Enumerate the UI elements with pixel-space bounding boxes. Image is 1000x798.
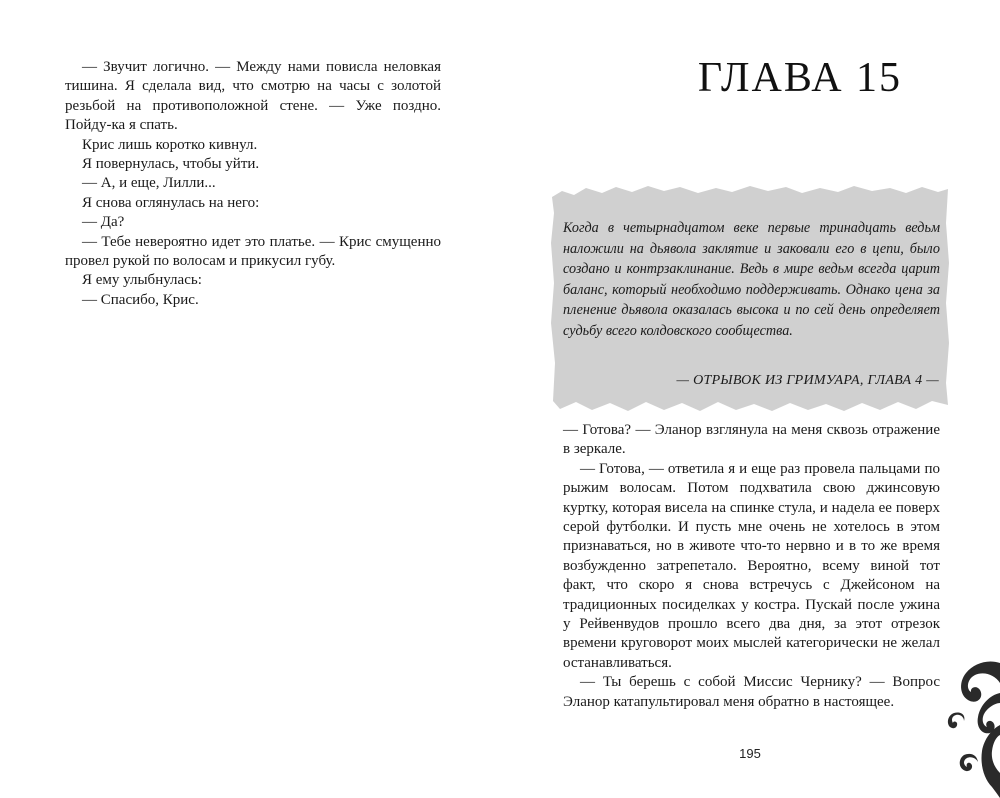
flourish-ornament-icon: [940, 655, 1000, 798]
chapter-title: ГЛАВА 15: [697, 55, 903, 101]
paragraph: — Готова, — ответила я и еще раз провела пальцами по рыжим волосам. Потом подхватила свою джинсовую куртку, которая висела на спинке стула, и надела ее поверх серой футболки. И пусть мне очень не хотелось в этом признаваться, но в животе что-то нервно и в то же время возбужденно затрепетало. Вероятно, всему виной тот факт, что скоро я снова встречусь с Джейсоном на традиционных посиделках у костра. Пускай после ужина у Рейвенвудов прошло всего два дня, за этот отрезок времени круговорот моих мыслей категорически не желал останавливаться.: [563, 460, 940, 671]
paragraph: Крис лишь коротко кивнул.: [82, 136, 258, 153]
paragraph: — Готова? — Эланор взглянула на меня сквозь отражение в зеркале.: [563, 422, 940, 458]
paragraph: Я снова оглянулась на него:: [82, 194, 260, 211]
paragraph: — Звучит логично. — Между нами повисла неловкая тишина. Я сделала вид, что смотрю на часы с золотой резьбой на противоположной стене. — Уже поздно. Пойду-ка я спать.: [65, 59, 441, 134]
paragraph: — Ты берешь с собой Миссис Чернику? — Вопрос Эланор катапультировал меня обратно в настоящее.: [563, 674, 940, 710]
right-page-text: [563, 421, 940, 712]
paragraph: — Спасибо, Крис.: [82, 291, 199, 308]
left-page-text: [65, 58, 441, 310]
paragraph: — Тебе невероятно идет это платье. — Крис смущенно провел рукой по волосам и прикусил губу.: [65, 233, 441, 270]
paragraph: Я ему улыбнулась:: [82, 272, 202, 289]
right-page: [500, 0, 1000, 798]
paragraph: — Да?: [82, 214, 125, 231]
paragraph: — А, и еще, Лилли...: [82, 175, 216, 192]
paragraph: Я повернулась, чтобы уйти.: [82, 156, 260, 173]
epigraph-source: — ОТРЫВОК ИЗ ГРИМУАРА, ГЛАВА 4 —: [676, 373, 939, 388]
page-number: 195: [739, 746, 761, 761]
epigraph-text: Когда в четырнадцатом веке первые тринадцать ведьм наложили на дьявола заклятие и заковали его в цепи, было создано и контрзаклинание. Ведь в мире ведьм всегда царит баланс, который необходимо поддерживать. Однако цена за пленение дьявола оказалась высока и по сей день определяет судьбу всего колдовского сообщества.: [563, 220, 940, 339]
